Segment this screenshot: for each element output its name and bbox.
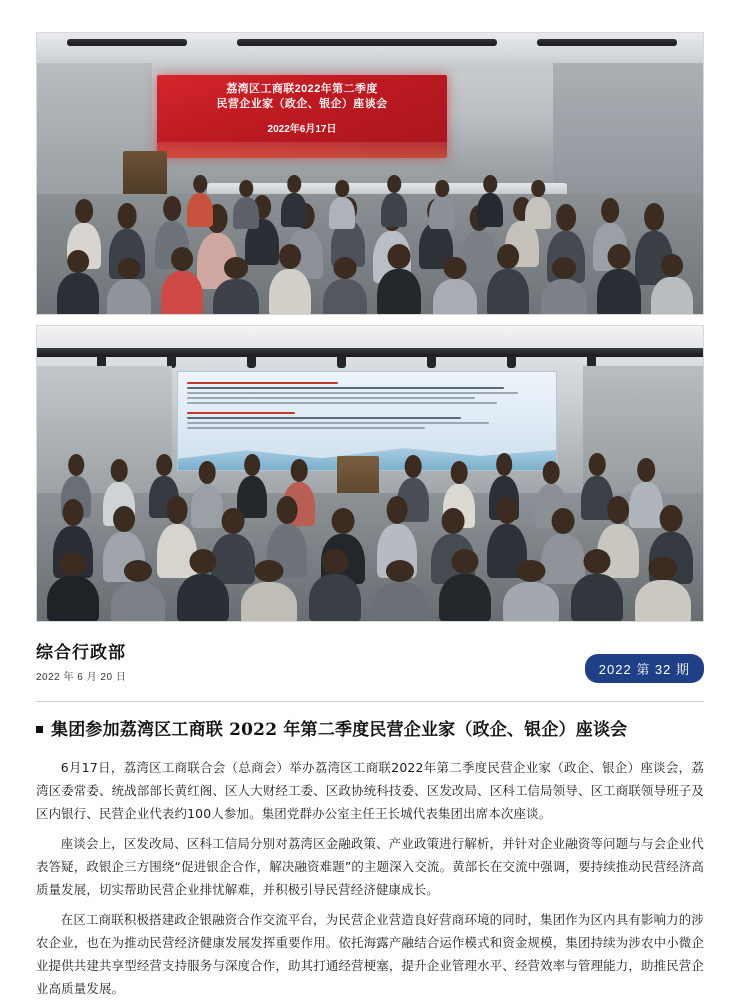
stage-light — [507, 356, 516, 368]
banner-decoration — [157, 142, 447, 158]
light-truss-center — [237, 39, 497, 46]
light-truss-right — [537, 39, 677, 46]
led-banner-screen — [157, 75, 447, 158]
wall-right — [553, 63, 703, 203]
bullet-icon — [36, 726, 43, 733]
banner-line-1: 荔湾区工商联2022年第二季度 — [226, 83, 378, 95]
department-block — [36, 638, 126, 683]
banner-line-3: 2022年6月17日 — [267, 124, 337, 135]
masthead-meta — [36, 638, 704, 683]
light-truss-left — [67, 39, 187, 46]
article-paragraph-3: 在区工商联积极搭建政企银融资合作交流平台，为民营企业营造良好营商环境的同时，集团作为区内具有影响力的涉农企业，也在为推动民营经济健康发展发挥重要作用。依托海露产融结合运作模式和资金规模，集团持续为涉农中小微企业提供共建共享型经营支持服务与深度合作，助其打通经营梗塞，提升企业管理水平、经营效率与管理能力，助推民营企业高质量发展。 — [36, 912, 704, 996]
stage-light — [247, 356, 256, 368]
conference-photo-bottom — [36, 325, 704, 622]
banner-line-2: 民营企业家（政企、银企）座谈会 — [216, 98, 388, 110]
issue-badge: 2022 第 32 期 — [585, 654, 704, 683]
conference-photo-top — [36, 32, 704, 315]
headline-text: 集团参加荔湾区工商联 2022 年第二季度民营企业家（政企、银企）座谈会 — [51, 720, 628, 740]
article-paragraph-2: 座谈会上，区发改局、区科工信局分别对荔湾区金融政策、产业政策进行解析，并针对企业融资等问题与与会企业代表答疑，政银企三方围绕“促进银企合作，解决融资难题”的主题深入交流。黄部长在交流中强调，要持续推动民营经济高质量发展，切实帮助民营企业排忧解难，并积极引导民营经济健康成长。 — [36, 836, 704, 897]
divider — [36, 701, 704, 702]
stage-light — [337, 356, 346, 368]
article-headline — [36, 718, 704, 742]
stage-light — [427, 356, 436, 368]
light-truss — [37, 348, 703, 357]
article-paragraph-1: 6月17日，荔湾区工商联合会（总商会）举办荔湾区工商联2022年第二季度民营企业家（政企、银企）座谈会，荔湾区委常委、统战部部长黄红阁、区人大财经工委、区政协统科技委、区发改局、区科工信局领导、区工商联领导班子及区内银行、民营企业代表约100人参加。集团党群办公室主任王长城代表集团出席本次座谈。 — [36, 760, 704, 821]
department-name: 综合行政部 — [36, 643, 126, 663]
publish-date: 2022 年 6 月 20 日 — [36, 672, 127, 683]
